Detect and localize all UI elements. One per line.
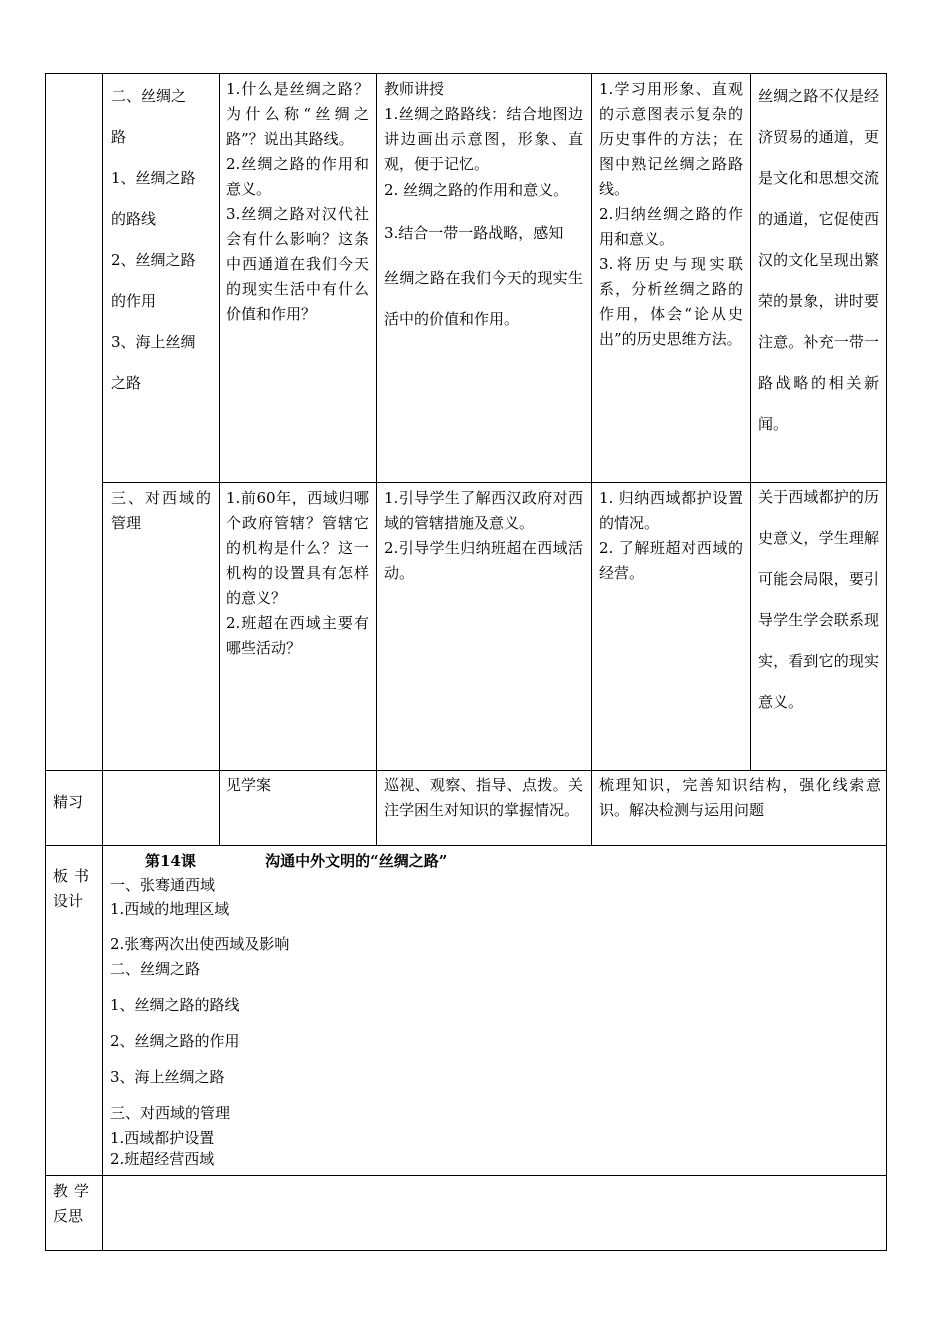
- content-line: 之路: [111, 374, 142, 392]
- silk-road-goals-cell: [599, 77, 743, 352]
- col-line-0: [45, 73, 46, 1251]
- col-line-6: [886, 73, 887, 1251]
- teacher-item: 1.丝绸之路路线：结合地图边讲边画出示意图，形象、直观，便于记忆。: [384, 105, 583, 173]
- silk-road-teacher-cell: [384, 77, 583, 340]
- goal-item: 3.将历史与现实联系，分析丝绸之路的作用，体会“论从史出”的历史思维方法。: [599, 255, 743, 348]
- goal-item: 1.学习用形象、直观的示意图表示复杂的历史事件的方法；在图中熟记丝绸之路路线。: [599, 80, 743, 198]
- outline-line: 三、对西域的管理: [110, 1104, 231, 1122]
- content-line: 三、对西域的管理: [111, 489, 211, 532]
- reflection-label: 教学 反思: [53, 1182, 96, 1225]
- goal-item: 1. 归纳西域都护设置的情况。: [599, 489, 743, 532]
- outline-line: 二、丝绸之路: [110, 960, 201, 978]
- outline-line: 2.张骞两次出使西域及影响: [110, 935, 290, 953]
- western-content-cell: [111, 486, 211, 536]
- question-item: 2.丝绸之路的作用和意义。: [226, 155, 369, 198]
- western-teacher-cell: [384, 486, 583, 586]
- board-design-heading: [145, 849, 745, 874]
- border-top: [45, 73, 887, 74]
- practice-questions-cell: 见学案: [226, 776, 272, 794]
- content-line: 二、丝绸之: [111, 87, 187, 105]
- silk-road-notes-cell: [758, 76, 879, 445]
- practice-label: 精习: [53, 793, 84, 811]
- western-notes-cell: [758, 477, 879, 723]
- notes-text: 丝绸之路不仅是经济贸易的通道，更是文化和思想交流的通道，它促使西汉的文化呈现出繁荣的景象，讲时要注意。补充一带一路战略的相关新闻。: [758, 87, 879, 433]
- content-line: 的作用: [111, 292, 157, 310]
- outline-line: 2.班超经营西域: [110, 1150, 215, 1168]
- border-row3-bottom: [45, 845, 887, 846]
- col-line-3: [376, 73, 377, 845]
- silk-road-content-cell: [111, 76, 215, 404]
- lesson-title: 沟通中外文明的“丝绸之路”: [265, 852, 448, 870]
- practice-teacher-cell: 巡视、观察、指导、点拨。关注学困生对知识的掌握情况。: [384, 776, 583, 819]
- outline-line: 1、丝绸之路的路线: [110, 996, 240, 1014]
- col-line-5: [750, 73, 751, 770]
- border-bottom: [45, 1250, 887, 1251]
- goal-item: 2. 了解班超对西域的经营。: [599, 539, 743, 582]
- board-design-label: 板书 设计: [53, 867, 96, 910]
- question-item: 2.班超在西域主要有哪些活动？: [226, 614, 369, 657]
- notes-text: 关于西域都护的历史意义，学生理解可能会局限，要引导学生学会联系现实，看到它的现实意义。: [758, 488, 879, 711]
- outline-line: 3、海上丝绸之路: [110, 1068, 225, 1086]
- col-line-2: [219, 73, 220, 845]
- western-goals-cell: [599, 486, 743, 586]
- teacher-item: 丝绸之路在我们今天的现实生活中的价值和作用。: [384, 269, 583, 328]
- col-line-4: [591, 73, 592, 845]
- outline-line: 1.西域的地理区域: [110, 900, 230, 918]
- western-questions-cell: [226, 486, 369, 661]
- outline-line: 1.西域都护设置: [110, 1129, 215, 1147]
- question-item: 3.丝绸之路对汉代社会有什么影响？这条中西通道在我们今天的现实生活中有什么价值和作用？: [226, 205, 369, 323]
- practice-goals-cell: 梳理知识，完善知识结构，强化线索意识。解决检测与运用问题: [599, 776, 881, 819]
- lesson-number: 第14课: [145, 852, 196, 870]
- goal-item: 2.归纳丝绸之路的作用和意义。: [599, 205, 743, 248]
- content-line: 2、丝绸之路: [111, 251, 196, 269]
- border-row2-bottom: [45, 770, 887, 771]
- reflection-content-cell: [103, 1176, 885, 1249]
- col-line-1: [102, 73, 103, 1251]
- question-item: 1.什么是丝绸之路？为什么称“丝绸之路”？说出其路线。: [226, 80, 369, 148]
- silk-road-questions-cell: [226, 77, 369, 327]
- content-line: 1、丝绸之路: [111, 169, 196, 187]
- teacher-item: 2. 丝绸之路的作用和意义。: [384, 181, 569, 199]
- content-line: 的路线: [111, 210, 157, 228]
- teacher-item: 1.引导学生了解西汉政府对西域的管辖措施及意义。: [384, 489, 583, 532]
- outline-line: 一、张骞通西域: [110, 876, 216, 894]
- teacher-item: 3.结合一带一路战略，感知: [384, 224, 564, 242]
- teacher-item: 教师讲授: [384, 80, 445, 98]
- outline-line: 2、丝绸之路的作用: [110, 1032, 240, 1050]
- question-item: 1.前60年，西域归哪个政府管辖？管辖它的机构是什么？这一机构的设置具有怎样的意义？: [226, 489, 369, 607]
- content-line: 路: [111, 128, 127, 146]
- content-line: 3、海上丝绸: [111, 333, 196, 351]
- teacher-item: 2.引导学生归纳班超在西域活动。: [384, 539, 583, 582]
